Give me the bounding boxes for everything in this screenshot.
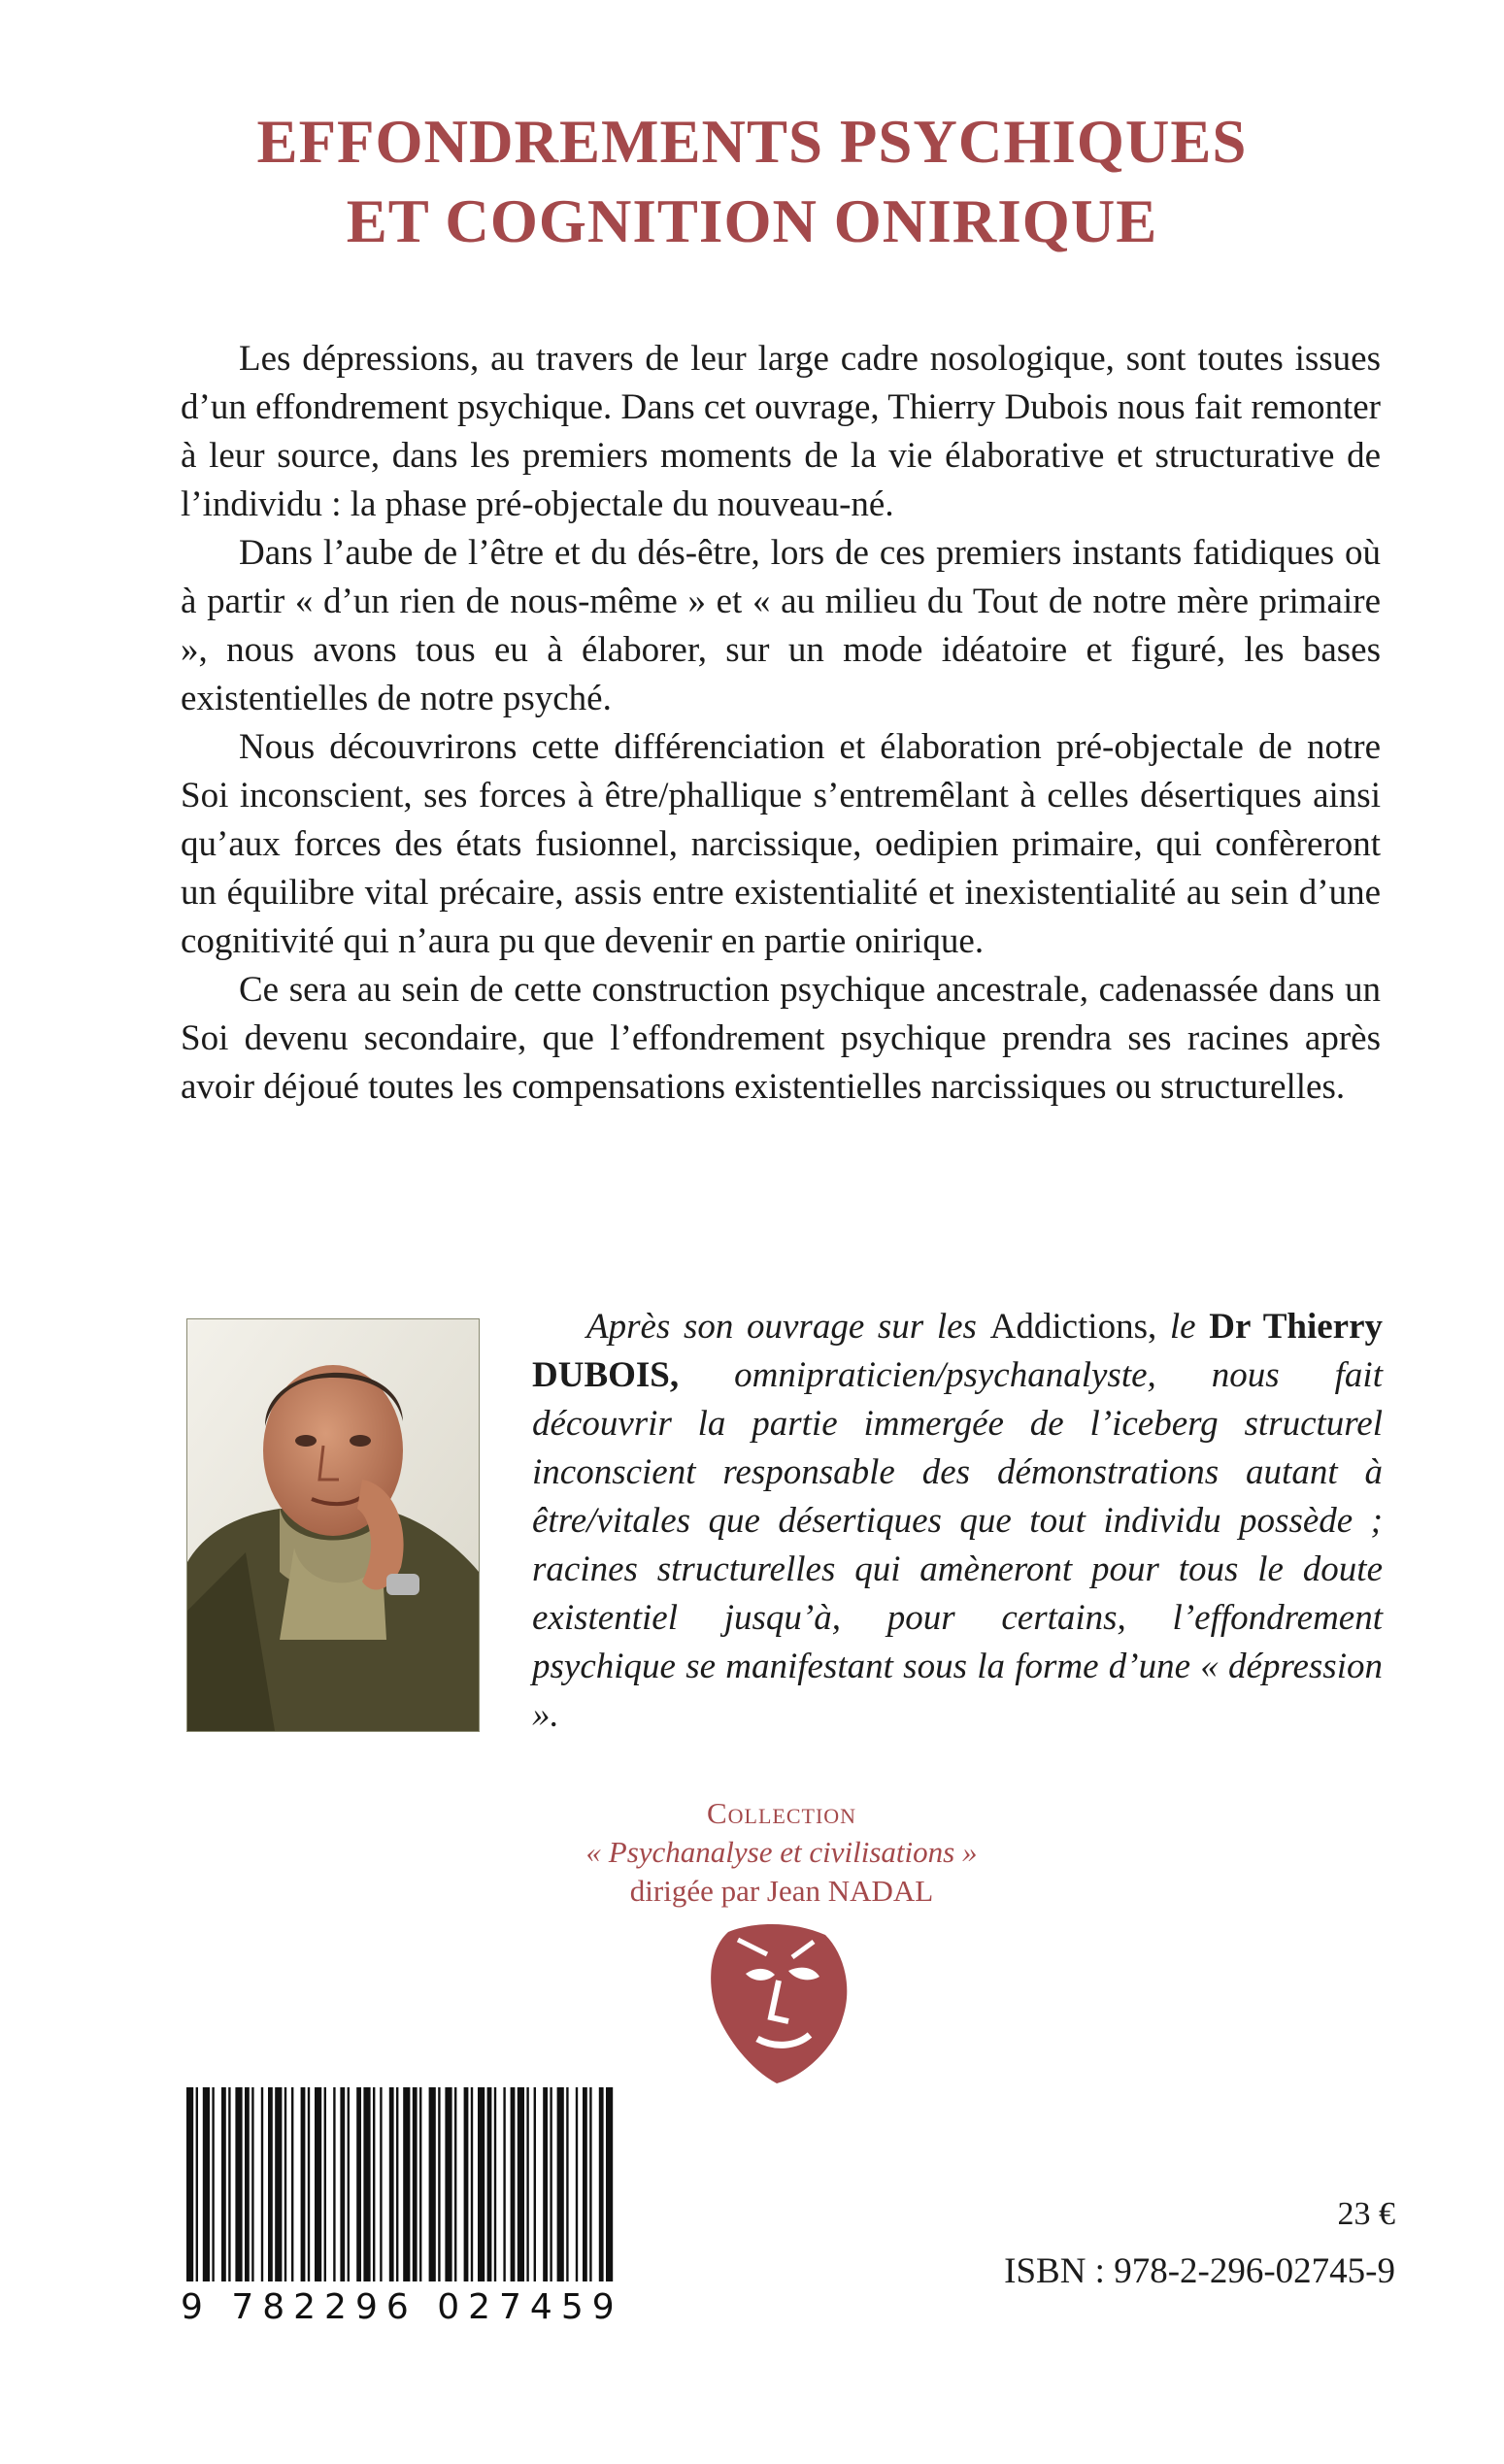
barcode-bar (356, 2087, 361, 2281)
bio-book-title: Addictions, (989, 1307, 1157, 1347)
barcode-bar (261, 2087, 263, 2281)
barcode-bar (557, 2087, 564, 2281)
barcode-bar (196, 2087, 198, 2281)
barcode-bar (389, 2087, 394, 2281)
summary-paragraph: Nous découvrirons cette différenciation et élaboration pré-objectale de notre Soi inconscient, ses forces à être/phallique s’entremêlant à celles désertiques ainsi qu’aux forces des états fusionnel, narcissique, oedipien primaire, qui confèreront un équilibre vital précaire, assis entre existentialité et inexistentialité au sein d’une cognitivité qui n’aura pu que devenir en partie onirique. (181, 727, 1381, 961)
barcode-bar (511, 2087, 516, 2281)
barcode-bar (599, 2087, 604, 2281)
barcode-digits: 9 782296 027459 (181, 2287, 623, 2327)
mask-logo-icon (699, 1920, 854, 2085)
barcode-bar (235, 2087, 242, 2281)
barcode-bar (228, 2087, 230, 2281)
barcode (181, 2087, 616, 2286)
book-title (0, 102, 1504, 261)
author-photo (186, 1318, 480, 1732)
barcode-bar (203, 2087, 210, 2281)
barcode-bar (340, 2087, 345, 2281)
barcode-bar (534, 2087, 536, 2281)
barcode-bar (413, 2087, 418, 2281)
barcode-bar (315, 2087, 321, 2281)
barcode-bar (429, 2087, 436, 2281)
barcode-bar (478, 2087, 485, 2281)
summary-paragraph: Ce sera au sein de cette construction psychique ancestrale, cadenassée dans un Soi devenu secondaire, que l’effondrement psychique prendra ses racines après avoir déjoué toutes les compensations existentielles narcissiques ou structurelles. (181, 970, 1381, 1107)
collection-director: dirigée par Jean NADAL (629, 1874, 934, 1908)
barcode-bar (487, 2087, 492, 2281)
barcode-bar (373, 2087, 375, 2281)
barcode-bar (583, 2087, 587, 2281)
barcode-bar (301, 2087, 306, 2281)
barcode-bar (419, 2087, 421, 2281)
collection-label: Collection (706, 1796, 857, 1830)
barcode-bar (464, 2087, 469, 2281)
barcode-bar (576, 2087, 578, 2281)
barcode-bar (333, 2087, 335, 2281)
barcode-bar (380, 2087, 382, 2281)
barcode-bar (268, 2087, 273, 2281)
author-bio (532, 1303, 1383, 1740)
barcode-bar (186, 2087, 193, 2281)
barcode-bar (284, 2087, 286, 2281)
barcode-bar (503, 2087, 505, 2281)
barcode-bar (494, 2087, 496, 2281)
author-portrait-icon (187, 1319, 479, 1731)
barcode-bar (438, 2087, 440, 2281)
bio-text: omnipraticien/psychanalyste, nous fait découvrir la partie immergée de l’iceberg structurel inconscient responsable des démonstrations autant à être/vitales que désertiques que tout individu possède ; racines structurelles qui amèneront pour tous le doute existentiel jusqu’à, pour certains, l’effondrement psychique se manifestant sous la forme d’une « dépression ». (532, 1355, 1383, 1735)
barcode-bar (221, 2087, 226, 2281)
barcode-bar (550, 2087, 551, 2281)
barcode-bar (245, 2087, 250, 2281)
barcode-bar (275, 2087, 282, 2281)
summary-paragraph: Les dépressions, au travers de leur large cadre nosologique, sont toutes issues d’un effondrement psychique. Dans cet ouvrage, Thierry Dubois nous fait remonter à leur source, dans les premiers moments de la vie élaborative et structurative de l’individu : la phase pré-objectale du nouveau-né. (181, 339, 1381, 524)
title-line-1: EFFONDREMENTS PSYCHIQUES (256, 108, 1248, 176)
barcode-bar (471, 2087, 473, 2281)
isbn: ISBN : 978-2-296-02745-9 (1004, 2251, 1395, 2291)
bio-paragraph (532, 1303, 1383, 1740)
barcode-bar (445, 2087, 451, 2281)
barcode-bar (308, 2087, 310, 2281)
barcode-bar (324, 2087, 326, 2281)
barcode-bar (251, 2087, 253, 2281)
barcode-bar (212, 2087, 214, 2281)
barcode-bar (589, 2087, 591, 2281)
price: 23 € (1337, 2196, 1395, 2232)
barcode-bar (363, 2087, 370, 2281)
barcode-bar (348, 2087, 350, 2281)
author-name: Dr Thierry DUBOIS, (532, 1307, 1384, 1395)
summary-paragraph: Dans l’aube de l’être et du dés-être, lors de ces premiers instants fatidiques où à partir « d’un rien de nous-même » et « au milieu du Tout de notre mère primaire », nous avons tous eu à élaborer, sur un mode idéatoire et figuré, les bases existentielles de notre psyché. (181, 533, 1381, 718)
barcode-bar (396, 2087, 398, 2281)
back-cover-summary (181, 335, 1381, 1112)
barcode-bar (526, 2087, 528, 2281)
barcode-bar (403, 2087, 410, 2281)
collection-series: « Psychanalyse et civilisations » (585, 1835, 978, 1869)
bio-intro: Après son ouvrage sur les (586, 1307, 977, 1347)
barcode-bar (518, 2087, 524, 2281)
title-line-2: ET COGNITION ONIRIQUE (346, 187, 1158, 255)
barcode-bar (291, 2087, 293, 2281)
collection-info (408, 1794, 1155, 1911)
barcode-bar (566, 2087, 568, 2281)
barcode-bar (454, 2087, 456, 2281)
barcode-bar (543, 2087, 548, 2281)
bio-le: le (1156, 1307, 1196, 1347)
barcode-bar (606, 2087, 613, 2281)
